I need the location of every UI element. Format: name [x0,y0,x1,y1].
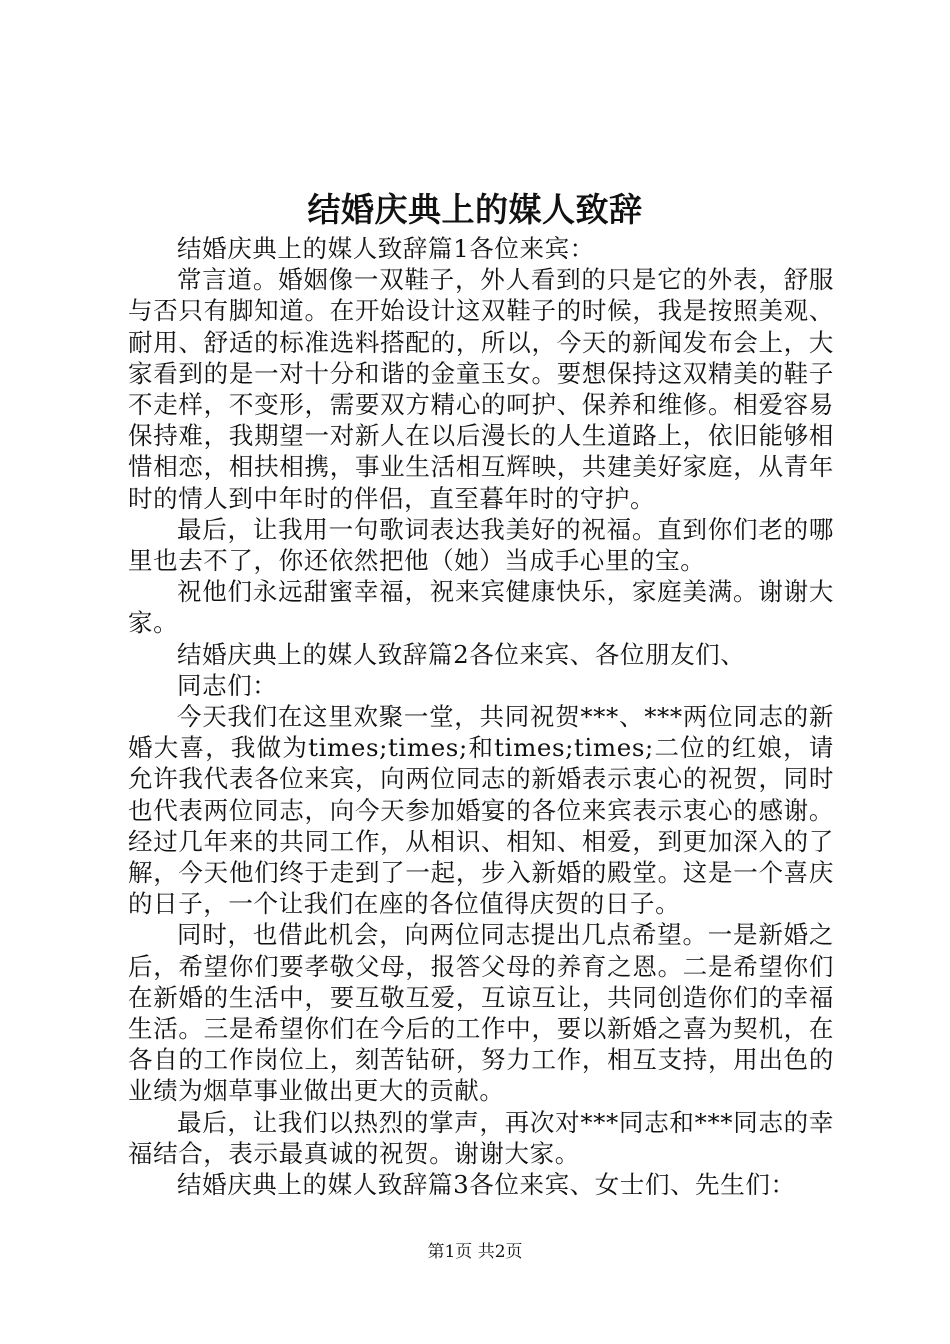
paragraph: 今天我们在这里欢聚一堂，共同祝贺***、***两位同志的新婚大喜，我做为times;times;和times;times;二位的红娘，请允许我代表各位来宾，向两位同志的新婚表示衷心的祝贺，同时也代表两位同志，向今天参加婚宴的各位来宾表示衷心的感谢。经过几年来的共同工作，从相识、相知、相爱，到更加深入的了解，今天他们终于走到了一起，步入新婚的殿堂。这是一个喜庆的日子，一个让我们在座的各位值得庆贺的日子。 [128,702,834,919]
document-body [128,233,834,1200]
document-title: 结婚庆典上的媒人致辞 [307,190,643,229]
paragraph: 最后，让我用一句歌词表达我美好的祝福。直到你们老的哪里也去不了，你还依然把他（她）当成手心里的宝。 [128,514,834,576]
paragraph: 祝他们永远甜蜜幸福，祝来宾健康快乐，家庭美满。谢谢大家。 [128,577,834,638]
paragraph: 最后，让我们以热烈的掌声，再次对***同志和***同志的幸福结合，表示最真诚的祝贺。谢谢大家。 [128,1107,834,1168]
paragraph: 结婚庆典上的媒人致辞篇3各位来宾、女士们、先生们： [177,1170,796,1200]
paragraph: 同时，也借此机会，向两位同志提出几点希望。一是新婚之后，希望你们要孝敬父母，报答父母的养育之恩。二是希望你们在新婚的生活中，要互敬互爱，互谅互让，共同创造你们的幸福生活。三是希望你们在今后的工作中，要以新婚之喜为契机，在各自的工作岗位上，刻苦钻研，努力工作，相互支持，用出色的业绩为烟草事业做出更大的贡献。 [128,920,834,1106]
paragraph: 同志们： [177,670,278,700]
paragraph: 结婚庆典上的媒人致辞篇2各位来宾、各位朋友们、 [177,639,746,669]
paragraph: 常言道。婚姻像一双鞋子，外人看到的只是它的外表，舒服与否只有脚知道。在开始设计这双鞋子的时候，我是按照美观、耐用、舒适的标准选料搭配的，所以，今天的新闻发布会上，大家看到的是一对十分和谐的金童玉女。要想保持这双精美的鞋子不走样，不变形，需要双方精心的呵护、保养和维修。相爱容易保持难，我期望一对新人在以后漫长的人生道路上，依旧能够相惜相恋，相扶相携，事业生活相互辉映，共建美好家庭，从青年时的情人到中年时的伴侣，直至暮年时的守护。 [128,265,834,513]
paragraph: 结婚庆典上的媒人致辞篇1各位来宾： [177,234,595,263]
page-footer: 第1页 共2页 [427,1242,523,1262]
